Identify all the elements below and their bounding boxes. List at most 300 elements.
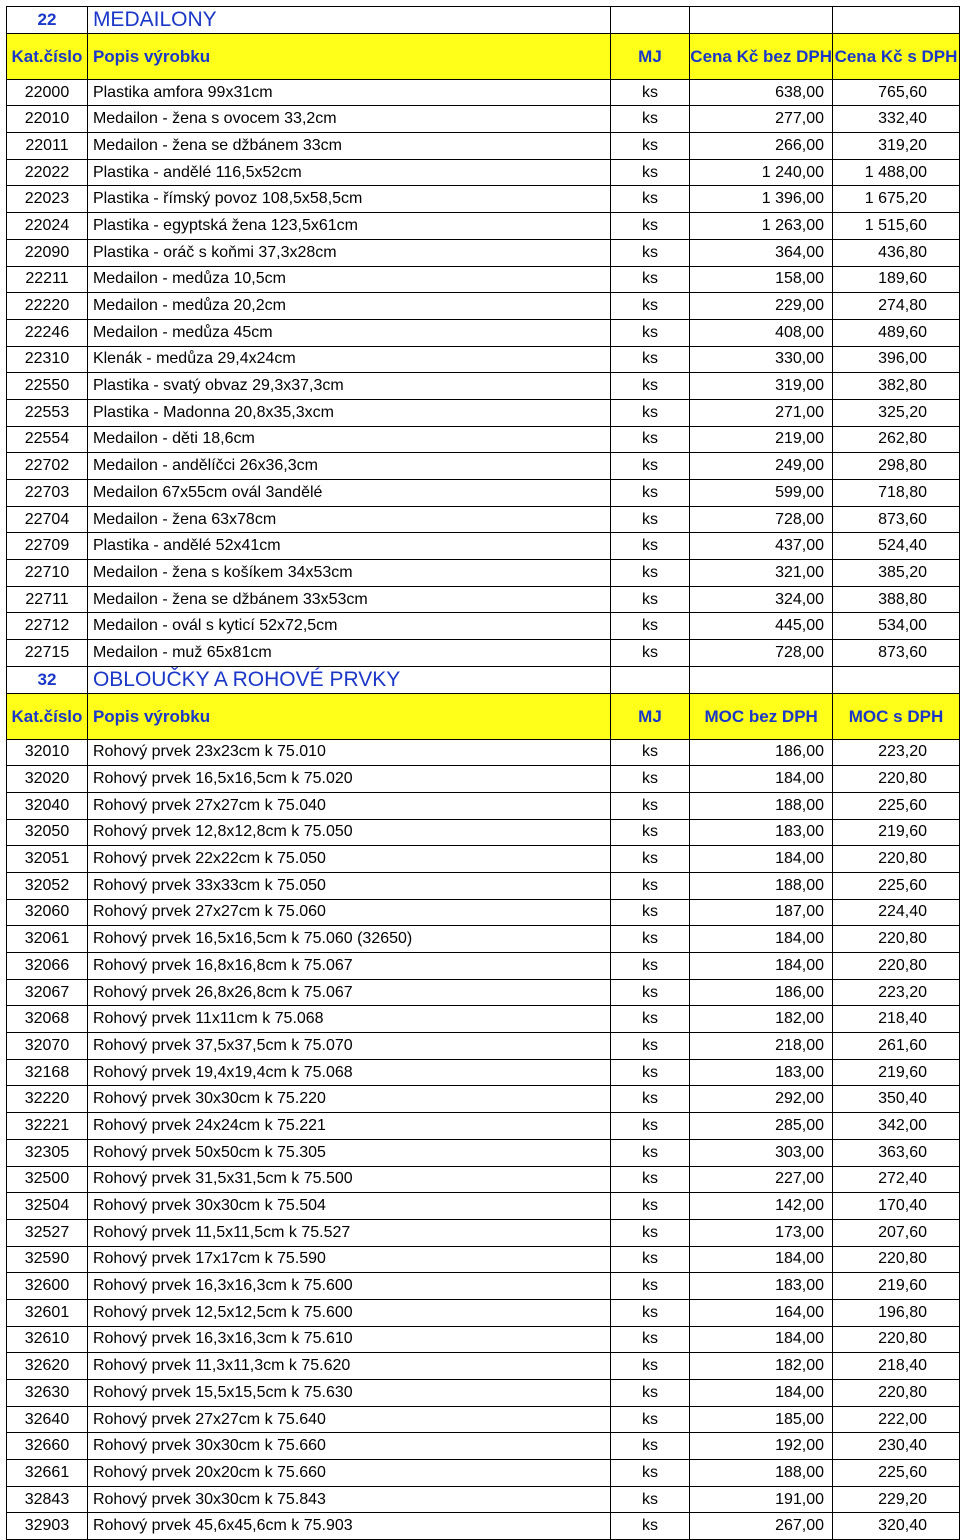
item-price-with-vat: 274,80 (833, 293, 960, 320)
item-description: Medailon 67x55cm ovál 3andělé (87, 480, 610, 507)
table-row (7, 1006, 960, 1033)
item-price-without-vat: 319,00 (690, 373, 833, 400)
item-price-without-vat: 142,00 (690, 1193, 833, 1220)
item-code: 32061 (7, 926, 88, 953)
item-code: 22703 (7, 480, 88, 507)
item-description: Medailon - děti 18,6cm (87, 426, 610, 453)
item-unit: ks (610, 186, 690, 213)
item-price-with-vat: 224,40 (833, 899, 960, 926)
item-price-without-vat: 267,00 (690, 1513, 833, 1540)
item-code: 32903 (7, 1513, 88, 1540)
item-price-without-vat: 599,00 (690, 480, 833, 507)
item-price-with-vat: 223,20 (833, 979, 960, 1006)
table-row (7, 133, 960, 160)
empty-cell (610, 666, 690, 693)
item-unit: ks (610, 739, 690, 766)
item-code: 32660 (7, 1433, 88, 1460)
item-description: Rohový prvek 30x30cm k 75.220 (87, 1086, 610, 1113)
empty-cell (833, 666, 960, 693)
item-code: 32601 (7, 1299, 88, 1326)
table-row (7, 766, 960, 793)
item-description: Rohový prvek 27x27cm k 75.040 (87, 792, 610, 819)
table-row (7, 792, 960, 819)
item-price-with-vat: 223,20 (833, 739, 960, 766)
item-price-without-vat: 191,00 (690, 1486, 833, 1513)
item-price-with-vat: 320,40 (833, 1513, 960, 1540)
table-row (7, 846, 960, 873)
item-price-without-vat: 1 240,00 (690, 159, 833, 186)
item-unit: ks (610, 613, 690, 640)
table-row (7, 1460, 960, 1487)
item-description: Plastika - andělé 52x41cm (87, 533, 610, 560)
table-row (7, 399, 960, 426)
item-price-with-vat: 1 515,60 (833, 213, 960, 240)
header-code: Kat.číslo (7, 693, 88, 739)
item-price-without-vat: 321,00 (690, 560, 833, 587)
item-code: 32068 (7, 1006, 88, 1033)
table-row (7, 1273, 960, 1300)
section-title: OBLOUČKY A ROHOVÉ PRVKY (87, 666, 610, 693)
table-row (7, 899, 960, 926)
item-unit: ks (610, 293, 690, 320)
item-code: 32066 (7, 953, 88, 980)
item-price-without-vat: 183,00 (690, 1273, 833, 1300)
header-code: Kat.číslo (7, 33, 88, 79)
empty-cell (690, 7, 833, 34)
table-row (7, 346, 960, 373)
item-description: Medailon - muž 65x81cm (87, 640, 610, 667)
item-code: 32610 (7, 1326, 88, 1353)
item-price-without-vat: 249,00 (690, 453, 833, 480)
item-price-with-vat: 342,00 (833, 1113, 960, 1140)
item-description: Rohový prvek 15,5x15,5cm k 75.630 (87, 1380, 610, 1407)
item-code: 32527 (7, 1219, 88, 1246)
item-price-without-vat: 188,00 (690, 872, 833, 899)
item-price-without-vat: 182,00 (690, 1006, 833, 1033)
item-unit: ks (610, 346, 690, 373)
table-row (7, 79, 960, 106)
item-price-without-vat: 192,00 (690, 1433, 833, 1460)
table-row (7, 1219, 960, 1246)
item-description: Plastika - Madonna 20,8x35,3xcm (87, 399, 610, 426)
item-price-without-vat: 182,00 (690, 1353, 833, 1380)
item-price-with-vat: 1 488,00 (833, 159, 960, 186)
table-row (7, 613, 960, 640)
item-description: Rohový prvek 20x20cm k 75.660 (87, 1460, 610, 1487)
item-price-without-vat: 186,00 (690, 979, 833, 1006)
section-title-row (7, 7, 960, 34)
column-header-row (7, 33, 960, 79)
item-description: Rohový prvek 31,5x31,5cm k 75.500 (87, 1166, 610, 1193)
table-row (7, 506, 960, 533)
table-row (7, 1299, 960, 1326)
item-unit: ks (610, 1406, 690, 1433)
table-row (7, 453, 960, 480)
header-price-with-vat: MOC s DPH (833, 693, 960, 739)
item-code: 22220 (7, 293, 88, 320)
item-price-without-vat: 1 263,00 (690, 213, 833, 240)
item-price-with-vat: 220,80 (833, 766, 960, 793)
item-price-with-vat: 436,80 (833, 239, 960, 266)
item-description: Rohový prvek 16,3x16,3cm k 75.610 (87, 1326, 610, 1353)
item-price-without-vat: 324,00 (690, 586, 833, 613)
item-price-without-vat: 303,00 (690, 1139, 833, 1166)
item-description: Rohový prvek 16,3x16,3cm k 75.600 (87, 1273, 610, 1300)
item-unit: ks (610, 1353, 690, 1380)
section-title: MEDAILONY (87, 7, 610, 34)
item-price-with-vat: 396,00 (833, 346, 960, 373)
item-description: Rohový prvek 27x27cm k 75.640 (87, 1406, 610, 1433)
table-row (7, 1486, 960, 1513)
item-price-without-vat: 229,00 (690, 293, 833, 320)
item-unit: ks (610, 899, 690, 926)
header-unit: MJ (610, 693, 690, 739)
item-description: Plastika - římský povoz 108,5x58,5cm (87, 186, 610, 213)
item-unit: ks (610, 846, 690, 873)
header-description: Popis výrobku (87, 693, 610, 739)
item-price-without-vat: 184,00 (690, 1246, 833, 1273)
item-description: Rohový prvek 50x50cm k 75.305 (87, 1139, 610, 1166)
item-price-without-vat: 184,00 (690, 1380, 833, 1407)
item-description: Rohový prvek 12,5x12,5cm k 75.600 (87, 1299, 610, 1326)
item-price-without-vat: 173,00 (690, 1219, 833, 1246)
item-unit: ks (610, 560, 690, 587)
item-price-with-vat: 489,60 (833, 319, 960, 346)
item-unit: ks (610, 480, 690, 507)
table-row (7, 953, 960, 980)
item-unit: ks (610, 1486, 690, 1513)
item-code: 32620 (7, 1353, 88, 1380)
item-code: 22024 (7, 213, 88, 240)
item-price-without-vat: 266,00 (690, 133, 833, 160)
item-unit: ks (610, 1113, 690, 1140)
item-description: Rohový prvek 19,4x19,4cm k 75.068 (87, 1059, 610, 1086)
item-price-without-vat: 184,00 (690, 926, 833, 953)
item-price-with-vat: 1 675,20 (833, 186, 960, 213)
table-row (7, 1353, 960, 1380)
item-price-with-vat: 220,80 (833, 953, 960, 980)
item-description: Medailon - žena s košíkem 34x53cm (87, 560, 610, 587)
item-code: 32010 (7, 739, 88, 766)
item-unit: ks (610, 872, 690, 899)
item-price-without-vat: 185,00 (690, 1406, 833, 1433)
item-price-without-vat: 184,00 (690, 953, 833, 980)
section-number: 22 (7, 7, 88, 34)
table-row (7, 319, 960, 346)
item-price-without-vat: 445,00 (690, 613, 833, 640)
item-description: Rohový prvek 45,6x45,6cm k 75.903 (87, 1513, 610, 1540)
item-code: 22022 (7, 159, 88, 186)
item-price-with-vat: 218,40 (833, 1006, 960, 1033)
item-description: Medailon - medůza 10,5cm (87, 266, 610, 293)
table-row (7, 1113, 960, 1140)
item-unit: ks (610, 1219, 690, 1246)
item-unit: ks (610, 266, 690, 293)
item-unit: ks (610, 106, 690, 133)
table-row (7, 373, 960, 400)
item-price-with-vat: 350,40 (833, 1086, 960, 1113)
item-code: 22246 (7, 319, 88, 346)
table-row (7, 1433, 960, 1460)
item-price-with-vat: 220,80 (833, 846, 960, 873)
item-price-without-vat: 227,00 (690, 1166, 833, 1193)
item-price-with-vat: 220,80 (833, 926, 960, 953)
item-unit: ks (610, 766, 690, 793)
item-description: Rohový prvek 37,5x37,5cm k 75.070 (87, 1033, 610, 1060)
item-price-without-vat: 218,00 (690, 1033, 833, 1060)
item-price-without-vat: 728,00 (690, 640, 833, 667)
item-price-without-vat: 158,00 (690, 266, 833, 293)
item-description: Medailon - medůza 20,2cm (87, 293, 610, 320)
item-unit: ks (610, 792, 690, 819)
item-code: 32843 (7, 1486, 88, 1513)
item-price-with-vat: 385,20 (833, 560, 960, 587)
table-row (7, 1086, 960, 1113)
table-row (7, 426, 960, 453)
table-row (7, 266, 960, 293)
table-row (7, 739, 960, 766)
item-unit: ks (610, 1460, 690, 1487)
table-row (7, 926, 960, 953)
table-row (7, 1513, 960, 1540)
column-header-row (7, 693, 960, 739)
item-unit: ks (610, 1059, 690, 1086)
item-code: 32305 (7, 1139, 88, 1166)
item-code: 32600 (7, 1273, 88, 1300)
item-description: Plastika - oráč s koňmi 37,3x28cm (87, 239, 610, 266)
item-unit: ks (610, 1086, 690, 1113)
item-code: 32661 (7, 1460, 88, 1487)
item-code: 32052 (7, 872, 88, 899)
item-price-with-vat: 524,40 (833, 533, 960, 560)
item-price-with-vat: 363,60 (833, 1139, 960, 1166)
item-price-with-vat: 170,40 (833, 1193, 960, 1220)
item-unit: ks (610, 213, 690, 240)
item-description: Rohový prvek 26,8x26,8cm k 75.067 (87, 979, 610, 1006)
item-code: 32067 (7, 979, 88, 1006)
item-price-with-vat: 220,80 (833, 1380, 960, 1407)
item-price-without-vat: 184,00 (690, 846, 833, 873)
item-price-with-vat: 219,60 (833, 819, 960, 846)
item-code: 22211 (7, 266, 88, 293)
empty-cell (833, 7, 960, 34)
item-description: Rohový prvek 30x30cm k 75.660 (87, 1433, 610, 1460)
header-unit: MJ (610, 33, 690, 79)
item-price-without-vat: 364,00 (690, 239, 833, 266)
item-unit: ks (610, 1193, 690, 1220)
item-unit: ks (610, 1139, 690, 1166)
item-unit: ks (610, 399, 690, 426)
item-description: Klenák - medůza 29,4x24cm (87, 346, 610, 373)
item-unit: ks (610, 926, 690, 953)
price-table (6, 6, 960, 1540)
item-price-with-vat: 534,00 (833, 613, 960, 640)
item-unit: ks (610, 1246, 690, 1273)
item-code: 32630 (7, 1380, 88, 1407)
item-description: Rohový prvek 17x17cm k 75.590 (87, 1246, 610, 1273)
item-code: 32220 (7, 1086, 88, 1113)
item-code: 22023 (7, 186, 88, 213)
item-description: Rohový prvek 23x23cm k 75.010 (87, 739, 610, 766)
item-code: 32050 (7, 819, 88, 846)
item-price-without-vat: 219,00 (690, 426, 833, 453)
item-unit: ks (610, 586, 690, 613)
item-description: Medailon - ovál s kyticí 52x72,5cm (87, 613, 610, 640)
section-title-row (7, 666, 960, 693)
table-row (7, 872, 960, 899)
table-row (7, 979, 960, 1006)
item-code: 32070 (7, 1033, 88, 1060)
table-row (7, 1380, 960, 1407)
item-unit: ks (610, 1380, 690, 1407)
item-code: 32168 (7, 1059, 88, 1086)
item-code: 32590 (7, 1246, 88, 1273)
item-code: 22000 (7, 79, 88, 106)
table-row (7, 1059, 960, 1086)
item-description: Rohový prvek 27x27cm k 75.060 (87, 899, 610, 926)
item-unit: ks (610, 373, 690, 400)
table-row (7, 1139, 960, 1166)
item-price-with-vat: 319,20 (833, 133, 960, 160)
item-price-with-vat: 220,80 (833, 1246, 960, 1273)
item-price-with-vat: 765,60 (833, 79, 960, 106)
item-description: Medailon - žena se džbánem 33cm (87, 133, 610, 160)
item-price-with-vat: 262,80 (833, 426, 960, 453)
item-description: Rohový prvek 16,8x16,8cm k 75.067 (87, 953, 610, 980)
item-price-with-vat: 225,60 (833, 872, 960, 899)
item-price-with-vat: 207,60 (833, 1219, 960, 1246)
item-code: 22554 (7, 426, 88, 453)
item-price-without-vat: 184,00 (690, 766, 833, 793)
item-code: 32051 (7, 846, 88, 873)
item-description: Rohový prvek 12,8x12,8cm k 75.050 (87, 819, 610, 846)
header-price-without-vat: MOC bez DPH (690, 693, 833, 739)
item-price-with-vat: 272,40 (833, 1166, 960, 1193)
item-unit: ks (610, 1326, 690, 1353)
item-description: Plastika - egyptská žena 123,5x61cm (87, 213, 610, 240)
item-unit: ks (610, 1033, 690, 1060)
table-row (7, 560, 960, 587)
header-description: Popis výrobku (87, 33, 610, 79)
item-price-with-vat: 222,00 (833, 1406, 960, 1433)
item-price-without-vat: 164,00 (690, 1299, 833, 1326)
item-price-with-vat: 220,80 (833, 1326, 960, 1353)
table-row (7, 213, 960, 240)
item-unit: ks (610, 506, 690, 533)
table-row (7, 1246, 960, 1273)
table-row (7, 819, 960, 846)
item-unit: ks (610, 1273, 690, 1300)
item-code: 32020 (7, 766, 88, 793)
item-code: 22709 (7, 533, 88, 560)
table-row (7, 1033, 960, 1060)
item-unit: ks (610, 953, 690, 980)
item-price-without-vat: 638,00 (690, 79, 833, 106)
item-price-with-vat: 225,60 (833, 792, 960, 819)
table-row (7, 480, 960, 507)
table-row (7, 106, 960, 133)
table-row (7, 1193, 960, 1220)
item-price-with-vat: 718,80 (833, 480, 960, 507)
item-price-with-vat: 261,60 (833, 1033, 960, 1060)
item-code: 32640 (7, 1406, 88, 1433)
item-price-without-vat: 186,00 (690, 739, 833, 766)
item-price-without-vat: 188,00 (690, 1460, 833, 1487)
item-description: Rohový prvek 24x24cm k 75.221 (87, 1113, 610, 1140)
item-code: 22310 (7, 346, 88, 373)
item-unit: ks (610, 819, 690, 846)
item-price-without-vat: 187,00 (690, 899, 833, 926)
item-code: 22553 (7, 399, 88, 426)
item-price-with-vat: 219,60 (833, 1059, 960, 1086)
item-description: Rohový prvek 11,5x11,5cm k 75.527 (87, 1219, 610, 1246)
table-row (7, 1326, 960, 1353)
item-code: 22704 (7, 506, 88, 533)
item-code: 22090 (7, 239, 88, 266)
item-code: 22711 (7, 586, 88, 613)
item-price-with-vat: 189,60 (833, 266, 960, 293)
item-code: 22550 (7, 373, 88, 400)
item-description: Rohový prvek 30x30cm k 75.843 (87, 1486, 610, 1513)
item-unit: ks (610, 533, 690, 560)
item-price-with-vat: 229,20 (833, 1486, 960, 1513)
table-row (7, 533, 960, 560)
item-unit: ks (610, 1433, 690, 1460)
table-row (7, 1166, 960, 1193)
item-description: Rohový prvek 33x33cm k 75.050 (87, 872, 610, 899)
item-price-with-vat: 219,60 (833, 1273, 960, 1300)
item-code: 32500 (7, 1166, 88, 1193)
price-table-body (7, 7, 960, 1540)
item-code: 32504 (7, 1193, 88, 1220)
table-row (7, 159, 960, 186)
table-row (7, 239, 960, 266)
item-price-without-vat: 728,00 (690, 506, 833, 533)
item-code: 22712 (7, 613, 88, 640)
table-row (7, 293, 960, 320)
table-row (7, 186, 960, 213)
item-price-without-vat: 330,00 (690, 346, 833, 373)
item-code: 22702 (7, 453, 88, 480)
item-description: Rohový prvek 16,5x16,5cm k 75.060 (32650) (87, 926, 610, 953)
item-price-without-vat: 437,00 (690, 533, 833, 560)
item-description: Medailon - žena se džbánem 33x53cm (87, 586, 610, 613)
item-price-without-vat: 408,00 (690, 319, 833, 346)
item-unit: ks (610, 1299, 690, 1326)
header-price-with-vat: Cena Kč s DPH (833, 33, 960, 79)
item-price-with-vat: 873,60 (833, 640, 960, 667)
item-code: 32040 (7, 792, 88, 819)
table-row (7, 640, 960, 667)
item-price-without-vat: 277,00 (690, 106, 833, 133)
item-description: Plastika - svatý obvaz 29,3x37,3cm (87, 373, 610, 400)
item-price-without-vat: 184,00 (690, 1326, 833, 1353)
item-unit: ks (610, 239, 690, 266)
item-description: Rohový prvek 22x22cm k 75.050 (87, 846, 610, 873)
item-unit: ks (610, 426, 690, 453)
item-description: Medailon - medůza 45cm (87, 319, 610, 346)
item-price-without-vat: 292,00 (690, 1086, 833, 1113)
empty-cell (690, 666, 833, 693)
item-unit: ks (610, 1006, 690, 1033)
item-description: Rohový prvek 11,3x11,3cm k 75.620 (87, 1353, 610, 1380)
item-unit: ks (610, 133, 690, 160)
item-description: Medailon - andělíčci 26x36,3cm (87, 453, 610, 480)
item-unit: ks (610, 79, 690, 106)
item-unit: ks (610, 1166, 690, 1193)
item-price-with-vat: 382,80 (833, 373, 960, 400)
item-price-without-vat: 183,00 (690, 1059, 833, 1086)
